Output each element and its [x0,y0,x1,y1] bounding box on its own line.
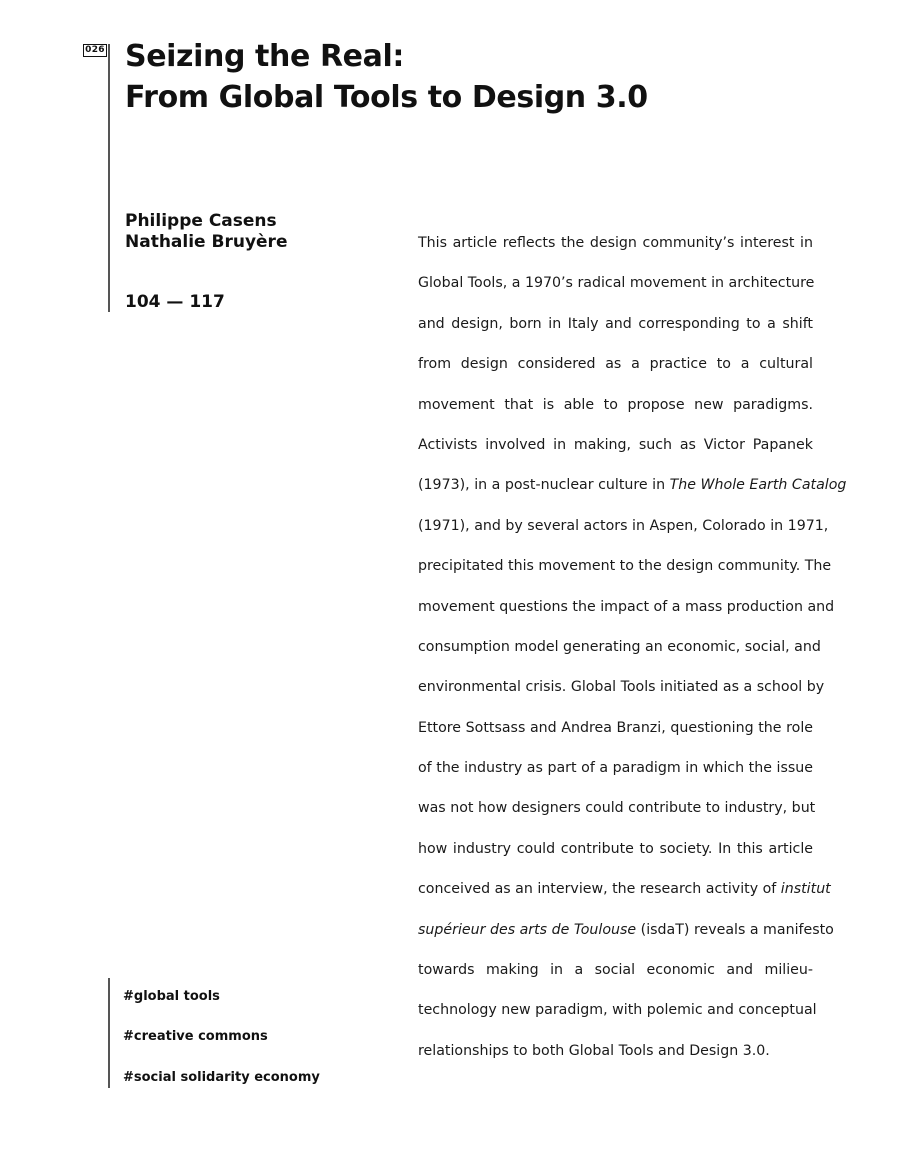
abstract-line: This article reflects the design community’s interest in [418,235,813,251]
abstract-line: towards making in a social economic and milieu- [418,962,813,979]
catalog-title-italic: The Whole Earth Catalog [669,477,847,494]
page-range: 104 — 117 [125,292,225,312]
abstract-line: how industry could contribute to society. In this article [418,840,813,857]
abstract-line: was not how designers could contribute to industry, but [418,800,816,817]
keyword-tags [123,977,320,1098]
title-line-2: From Global Tools to Design 3.0 [125,80,648,115]
institution-italic: institut [780,881,831,898]
abstract-line: Activists involved in making, such as Victor Papanek [418,436,813,453]
vertical-rule-top [108,44,110,312]
abstract-line: environmental crisis. Global Tools initiated as a school by [418,679,825,696]
abstract-line: Ettore Sottsass and Andrea Branzi, questioning the role [418,719,813,736]
abstract-line: consumption model generating an economic, social, and [418,638,821,655]
abstract-text: conceived as an interview, the research activity of [418,881,781,898]
abstract-line: movement questions the impact of a mass production and [418,598,835,615]
abstract-line: Global Tools, a 1970’s radical movement in architecture [418,275,815,292]
institution-italic: supérieur des arts de Toulouse [418,921,637,938]
abstract-line: and design, born in Italy and corresponding to a shift [418,315,813,332]
author-name: Nathalie Bruyère [125,232,288,252]
abstract-line: of the industry as part of a paradigm in which the issue [418,760,813,777]
author-name: Philippe Casens [125,211,277,231]
abstract-line: precipitated this movement to the design community. The [418,558,832,575]
abstract-text: (isdaT) reveals a manifesto [636,921,834,938]
keyword-tag: #social solidarity economy [123,1069,320,1085]
abstract-line: from design considered as a practice to a cultural [418,356,813,373]
vertical-rule-bottom [108,978,110,1088]
abstract-line: technology new paradigm, with polemic and conceptual [418,1002,817,1019]
abstract-line: relationships to both Global Tools and Design 3.0. [418,1042,770,1059]
abstract-line [418,869,831,909]
authors [125,211,287,253]
title-line-1: Seizing the Real: [125,39,404,74]
article-title [125,36,648,118]
abstract-text: (1973), in a post-nuclear culture in [418,477,670,494]
page-number: 026 [83,44,107,57]
abstract-line [418,910,834,950]
abstract-line: (1971), and by several actors in Aspen, Colorado in 1971, [418,517,829,534]
abstract [418,223,847,1071]
abstract-line: movement that is able to propose new paradigms. [418,396,813,413]
keyword-tag: #creative commons [123,1029,268,1045]
abstract-line [418,465,847,505]
keyword-tag: #global tools [123,989,220,1004]
